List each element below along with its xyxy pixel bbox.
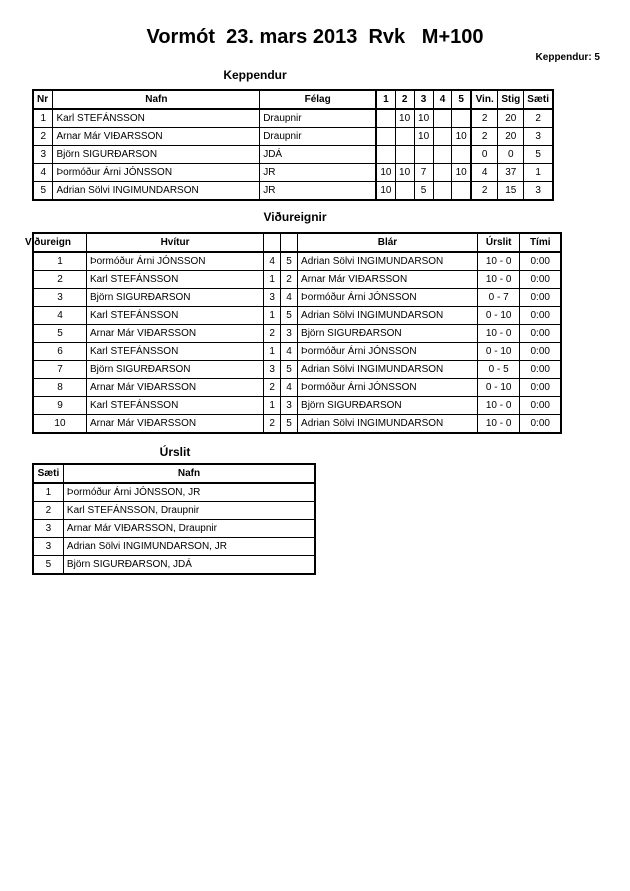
cell-match-nr: 6 — [33, 343, 86, 361]
page-title: Vormót 23. mars 2013 Rvk M+100 — [146, 26, 484, 48]
cell-time: 0:00 — [520, 379, 561, 397]
table-row — [33, 397, 561, 415]
cell-result: 10 - 0 — [477, 325, 520, 343]
table-row — [33, 361, 561, 379]
cell-round-1: 10 — [376, 164, 395, 182]
col-header-nafn: Nafn — [53, 90, 260, 109]
col-header-nafn: Nafn — [63, 464, 315, 483]
cell-blue-nr: 3 — [281, 325, 298, 343]
cell-result: 0 - 10 — [477, 307, 520, 325]
cell-place: 3 — [33, 538, 63, 556]
cell-time: 0:00 — [520, 289, 561, 307]
table-row — [33, 271, 561, 289]
cell-match-nr: 7 — [33, 361, 86, 379]
cell-round-5: 10 — [452, 128, 471, 146]
cell-round-5: 10 — [452, 164, 471, 182]
cell-name: Arnar Már VIÐARSSON, Draupnir — [63, 520, 315, 538]
cell-white-nr: 1 — [264, 397, 281, 415]
cell-round-1 — [376, 146, 395, 164]
col-header-round-5: 5 — [452, 90, 471, 109]
cell-blue-name: Adrian Sölvi INGIMUNDARSON — [298, 415, 478, 434]
cell-felag: Draupnir — [260, 109, 376, 128]
cell-time: 0:00 — [520, 361, 561, 379]
cell-nr: 1 — [33, 109, 53, 128]
cell-round-3: 10 — [414, 128, 433, 146]
cell-white-name: Karl STEFÁNSSON — [86, 397, 263, 415]
cell-blue-nr: 5 — [281, 252, 298, 271]
vidureignir-table — [25, 232, 562, 434]
cell-match-nr: 2 — [33, 271, 86, 289]
cell-round-1 — [376, 109, 395, 128]
cell-result: 0 - 10 — [477, 379, 520, 397]
cell-result: 10 - 0 — [477, 252, 520, 271]
cell-nafn: Adrian Sölvi INGIMUNDARSON — [53, 182, 260, 201]
cell-place: 1 — [33, 483, 63, 502]
cell-blue-name: Björn SIGURÐARSON — [298, 325, 478, 343]
cell-match-nr: 1 — [33, 252, 86, 271]
table-row — [33, 538, 315, 556]
cell-blue-name: Arnar Már VIÐARSSON — [298, 271, 478, 289]
cell-white-name: Björn SIGURÐARSON — [86, 289, 263, 307]
cell-round-1: 10 — [376, 182, 395, 201]
cell-saeti: 3 — [524, 182, 553, 201]
cell-round-1 — [376, 128, 395, 146]
cell-match-nr: 8 — [33, 379, 86, 397]
cell-white-nr: 1 — [264, 343, 281, 361]
table-row — [33, 379, 561, 397]
cell-round-4 — [433, 164, 452, 182]
table-row — [33, 520, 315, 538]
col-header-saeti: Sæti — [524, 90, 553, 109]
col-header-nr: Nr — [33, 90, 53, 109]
cell-nafn: Arnar Már VIÐARSSON — [53, 128, 260, 146]
col-header-vidureign: Viðureign — [33, 233, 86, 252]
cell-nr: 2 — [33, 128, 53, 146]
col-header-round-1: 1 — [376, 90, 395, 109]
table-row — [33, 556, 315, 575]
col-header-timi: Tími — [520, 233, 561, 252]
cell-vin: 2 — [471, 109, 498, 128]
cell-round-2 — [395, 128, 414, 146]
cell-white-name: Karl STEFÁNSSON — [86, 343, 263, 361]
table-row — [33, 289, 561, 307]
cell-nr: 3 — [33, 146, 53, 164]
competitor-count: Keppendur: 5 — [535, 52, 600, 63]
cell-match-nr: 10 — [33, 415, 86, 434]
col-header-vin: Vin. — [471, 90, 498, 109]
cell-saeti: 1 — [524, 164, 553, 182]
cell-vin: 2 — [471, 182, 498, 201]
table-row — [33, 128, 553, 146]
cell-result: 10 - 0 — [477, 271, 520, 289]
cell-stig: 15 — [498, 182, 524, 201]
keppendur-table — [32, 89, 554, 201]
cell-blue-name: Adrian Sölvi INGIMUNDARSON — [298, 252, 478, 271]
cell-round-4 — [433, 182, 452, 201]
col-header-blar: Blár — [298, 233, 478, 252]
cell-blue-nr: 4 — [281, 379, 298, 397]
cell-vin: 0 — [471, 146, 498, 164]
cell-blue-nr: 4 — [281, 289, 298, 307]
col-header-hvitur: Hvítur — [86, 233, 263, 252]
cell-vin: 2 — [471, 128, 498, 146]
cell-round-2 — [395, 182, 414, 201]
cell-saeti: 2 — [524, 109, 553, 128]
table-row — [33, 502, 315, 520]
cell-time: 0:00 — [520, 325, 561, 343]
cell-blue-nr: 5 — [281, 307, 298, 325]
cell-place: 2 — [33, 502, 63, 520]
cell-blue-nr: 5 — [281, 415, 298, 434]
cell-stig: 20 — [498, 109, 524, 128]
cell-match-nr: 9 — [33, 397, 86, 415]
cell-time: 0:00 — [520, 252, 561, 271]
cell-round-3: 5 — [414, 182, 433, 201]
cell-match-nr: 3 — [33, 289, 86, 307]
cell-felag: JR — [260, 182, 376, 201]
table-row — [33, 109, 553, 128]
cell-saeti: 3 — [524, 128, 553, 146]
cell-white-name: Þormóður Árni JÓNSSON — [86, 252, 263, 271]
cell-stig: 37 — [498, 164, 524, 182]
cell-round-4 — [433, 109, 452, 128]
table-row — [33, 307, 561, 325]
cell-stig: 0 — [498, 146, 524, 164]
col-header-round-2: 2 — [395, 90, 414, 109]
cell-name: Þormóður Árni JÓNSSON, JR — [63, 483, 315, 502]
keppendur-heading: Keppendur — [223, 68, 287, 82]
cell-round-5 — [452, 109, 471, 128]
cell-result: 0 - 7 — [477, 289, 520, 307]
cell-white-name: Arnar Már VIÐARSSON — [86, 325, 263, 343]
cell-result: 10 - 0 — [477, 397, 520, 415]
col-header-round-4: 4 — [433, 90, 452, 109]
col-header-stig: Stig — [498, 90, 524, 109]
cell-round-4 — [433, 128, 452, 146]
cell-match-nr: 5 — [33, 325, 86, 343]
table-row — [33, 146, 553, 164]
table-row — [33, 182, 553, 201]
cell-saeti: 5 — [524, 146, 553, 164]
cell-white-nr: 4 — [264, 252, 281, 271]
cell-time: 0:00 — [520, 343, 561, 361]
cell-felag: JR — [260, 164, 376, 182]
col-header-saeti: Sæti — [33, 464, 63, 483]
urslit-table — [32, 463, 316, 575]
cell-white-name: Karl STEFÁNSSON — [86, 307, 263, 325]
cell-white-nr: 3 — [264, 289, 281, 307]
cell-round-4 — [433, 146, 452, 164]
cell-felag: JDÁ — [260, 146, 376, 164]
cell-blue-nr: 2 — [281, 271, 298, 289]
table-row — [33, 343, 561, 361]
table-row — [33, 164, 553, 182]
cell-place: 5 — [33, 556, 63, 575]
table-row — [33, 483, 315, 502]
cell-nafn: Karl STEFÁNSSON — [53, 109, 260, 128]
cell-white-name: Karl STEFÁNSSON — [86, 271, 263, 289]
cell-blue-name: Þormóður Árni JÓNSSON — [298, 289, 478, 307]
cell-nafn: Björn SIGURÐARSON — [53, 146, 260, 164]
cell-round-5 — [452, 182, 471, 201]
table-row — [33, 415, 561, 434]
col-header-round-3: 3 — [414, 90, 433, 109]
cell-round-5 — [452, 146, 471, 164]
cell-felag: Draupnir — [260, 128, 376, 146]
cell-time: 0:00 — [520, 397, 561, 415]
keppendur-header-row — [33, 90, 553, 109]
cell-white-nr: 3 — [264, 361, 281, 379]
cell-white-name: Arnar Már VIÐARSSON — [86, 415, 263, 434]
cell-white-nr: 2 — [264, 415, 281, 434]
urslit-header-row — [33, 464, 315, 483]
cell-result: 10 - 0 — [477, 415, 520, 434]
cell-white-name: Arnar Már VIÐARSSON — [86, 379, 263, 397]
cell-nr: 5 — [33, 182, 53, 201]
vidureignir-heading: Viðureignir — [263, 210, 327, 224]
cell-white-nr: 1 — [264, 271, 281, 289]
cell-white-nr: 2 — [264, 379, 281, 397]
cell-blue-nr: 3 — [281, 397, 298, 415]
col-header-white-nr — [264, 233, 281, 252]
cell-blue-name: Adrian Sölvi INGIMUNDARSON — [298, 307, 478, 325]
col-header-urslit: Úrslit — [477, 233, 520, 252]
col-header-blue-nr — [281, 233, 298, 252]
cell-round-2 — [395, 146, 414, 164]
table-row — [33, 325, 561, 343]
cell-vin: 4 — [471, 164, 498, 182]
cell-name: Adrian Sölvi INGIMUNDARSON, JR — [63, 538, 315, 556]
cell-nafn: Þormóður Árni JÓNSSON — [53, 164, 260, 182]
urslit-heading: Úrslit — [159, 445, 191, 459]
cell-time: 0:00 — [520, 271, 561, 289]
cell-blue-name: Björn SIGURÐARSON — [298, 397, 478, 415]
cell-time: 0:00 — [520, 415, 561, 434]
cell-place: 3 — [33, 520, 63, 538]
cell-white-nr: 2 — [264, 325, 281, 343]
cell-result: 0 - 5 — [477, 361, 520, 379]
table-row — [33, 252, 561, 271]
cell-blue-nr: 5 — [281, 361, 298, 379]
vidureignir-header-row — [33, 233, 561, 252]
cell-round-3: 10 — [414, 109, 433, 128]
cell-nr: 4 — [33, 164, 53, 182]
cell-time: 0:00 — [520, 307, 561, 325]
cell-blue-nr: 4 — [281, 343, 298, 361]
col-header-felag: Félag — [260, 90, 376, 109]
cell-round-2: 10 — [395, 164, 414, 182]
cell-match-nr: 4 — [33, 307, 86, 325]
cell-round-2: 10 — [395, 109, 414, 128]
cell-round-3: 7 — [414, 164, 433, 182]
cell-blue-name: Þormóður Árni JÓNSSON — [298, 343, 478, 361]
cell-result: 0 - 10 — [477, 343, 520, 361]
cell-white-nr: 1 — [264, 307, 281, 325]
cell-stig: 20 — [498, 128, 524, 146]
cell-white-name: Björn SIGURÐARSON — [86, 361, 263, 379]
cell-name: Karl STEFÁNSSON, Draupnir — [63, 502, 315, 520]
cell-round-3 — [414, 146, 433, 164]
cell-name: Björn SIGURÐARSON, JDÁ — [63, 556, 315, 575]
cell-blue-name: Adrian Sölvi INGIMUNDARSON — [298, 361, 478, 379]
cell-blue-name: Þormóður Árni JÓNSSON — [298, 379, 478, 397]
